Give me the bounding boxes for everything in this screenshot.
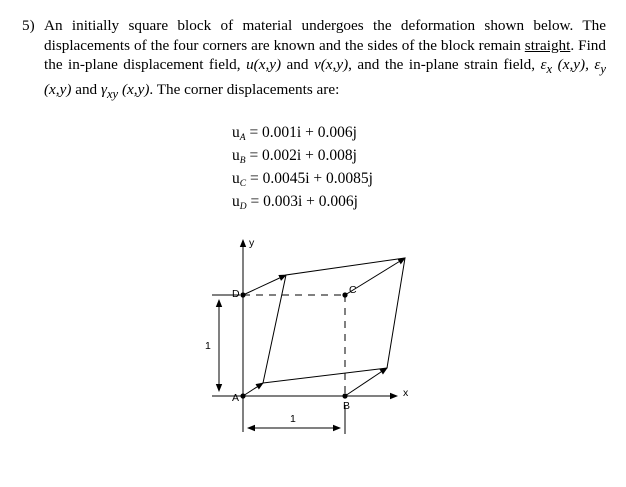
corner-d-label: D: [232, 288, 240, 300]
problem-number: 5): [22, 17, 35, 34]
gamma-xy: $\gamma_{xy}$ (x,y): [100, 80, 150, 101]
corner-b-label: B: [343, 400, 351, 412]
epsilon-y: $\varepsilon_y$ (x,y): [44, 56, 606, 98]
dimension-horizontal-label: 1: [290, 413, 296, 425]
corner-c-label: C: [349, 284, 357, 296]
straight-word: straight: [524, 36, 571, 54]
dimension-vertical-label: 1: [205, 340, 211, 352]
problem-text: An initially square block of material undergoes the deformation shown below. The displacements of the four corners are known and the sides of the block remain straight. Find the in-plane displacement field, u(x,y) and v(x,y), and the in-plane strain field, $\varepsilon_x$ (x,y), $\varepsilon_y$ (x,y) and $\gamma_{xy}$ (x,y). The corner displacements are:: [44, 17, 606, 101]
equation-b: $u_B = 0.002i + 0.008j$: [232, 147, 357, 166]
u-field: u(x,y): [246, 56, 282, 73]
displacement-arrow-d: [243, 275, 286, 295]
x-axis-label: x: [403, 387, 409, 399]
epsilon-x: $\varepsilon_x$ (x,y),: [540, 56, 595, 77]
y-axis-label: y: [249, 237, 255, 249]
corner-a-label: A: [232, 392, 240, 404]
equation-c: $u_C = 0.0045i + 0.0085j$: [232, 170, 373, 189]
problem-intro: An initially square block of material undergoes the deformation shown below. The displacements of the four corners are known and the sides of the block remain: [44, 17, 606, 54]
equation-a: $u_A = 0.001i + 0.006j$: [232, 124, 357, 143]
equation-d: $u_D = 0.003i + 0.006j$: [232, 193, 358, 212]
v-field: v(x,y): [314, 56, 349, 73]
displacement-arrow-a: [243, 383, 263, 396]
deformed-block: [263, 258, 405, 383]
